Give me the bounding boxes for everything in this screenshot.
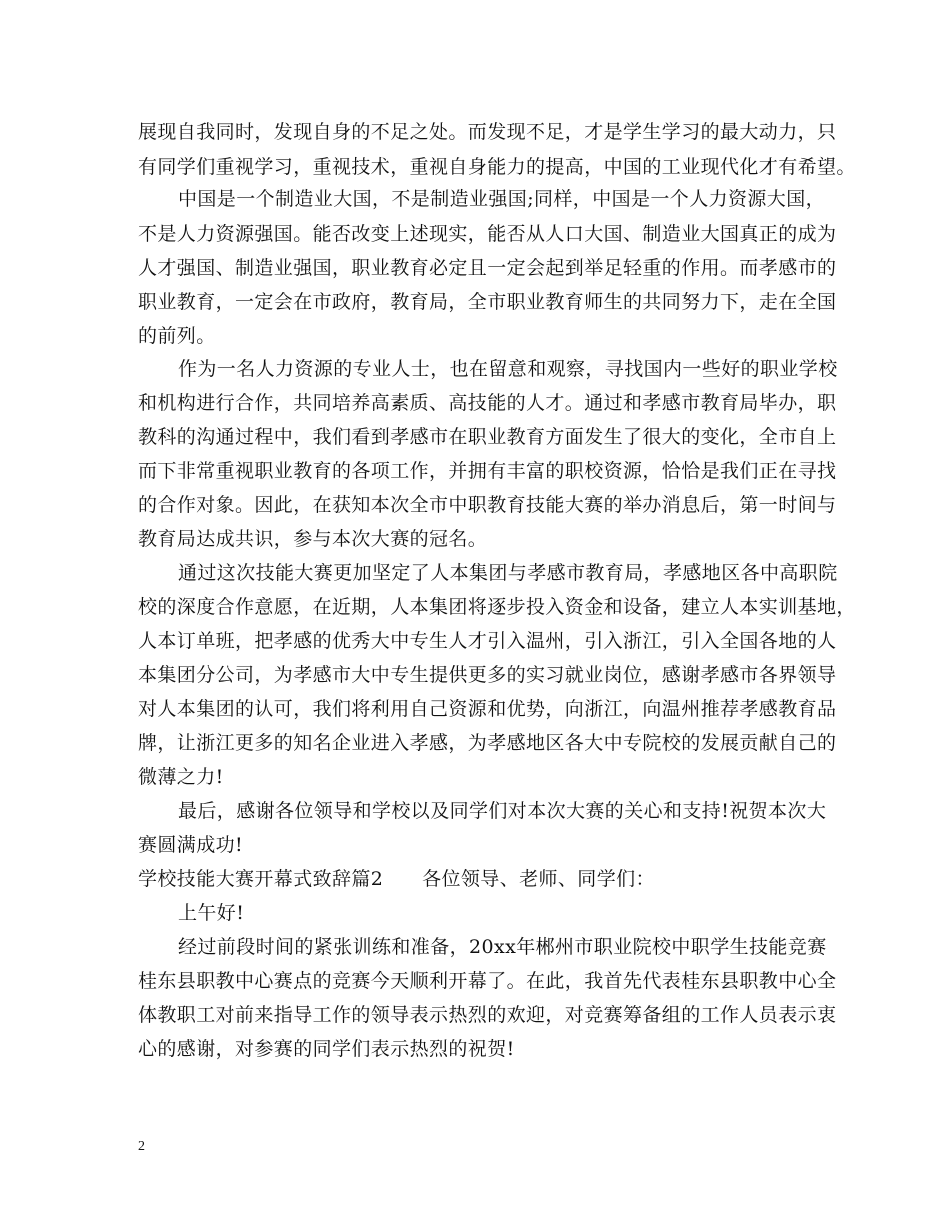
text-line: 有同学们重视学习，重视技术，重视自身能力的提高，中国的工业现代化才有希望。 [138,156,856,178]
section-heading: 学校技能大赛开幕式致辞篇2 各位领导、老师、同学们： [138,868,655,890]
text-line: 人本订单班，把孝感的优秀大中专生人才引入温州，引入浙江，引入全国各地的人 [138,630,837,652]
text-line: 职业教育，一定会在市政府，教育局，全市职业教育师生的共同努力下，走在全国 [138,291,837,313]
text-line: 牌，让浙江更多的知名企业进入孝感，为孝感地区各大中专院校的发展贡献自己的 [138,732,837,754]
text-line: 教育局达成共识，参与本次大赛的冠名。 [138,528,488,550]
text-line: 教科的沟通过程中，我们看到孝感市在职业教育方面发生了很大的变化，全市自上 [138,426,837,448]
text-line: 不是人力资源强国。能否改变上述现实，能否从人口大国、制造业大国真正的成为 [138,223,837,245]
text-line: 中国是一个制造业大国，不是制造业强国;同样，中国是一个人力资源大国， [178,188,826,210]
text-line: 经过前段时间的紧张训练和准备，20xx年郴州市职业院校中职学生技能竞赛 [178,936,827,958]
page-number: 2 [138,1139,145,1154]
text-line: 体教职工对前来指导工作的领导表示热烈的欢迎，对竞赛筹备组的工作人员表示衷 [138,1004,837,1026]
text-line: 赛圆满成功! [138,834,244,856]
text-line: 本集团分公司，为孝感市大中专生提供更多的实习就业岗位，感谢孝感市各界领导 [138,664,837,686]
text-line: 最后，感谢各位领导和学校以及同学们对本次大赛的关心和支持!祝贺本次大 [178,800,827,822]
text-line: 校的深度合作意愿，在近期，人本集团将逐步投入资金和设备，建立人本实训基地， [138,596,856,618]
text-line: 桂东县职教中心赛点的竞赛今天顺利开幕了。在此，我首先代表桂东县职教中心全 [138,970,837,992]
text-line: 作为一名人力资源的专业人士，也在留意和观察，寻找国内一些好的职业学校 [178,358,838,380]
text-line: 上午好! [178,902,245,924]
text-line: 通过这次技能大赛更加坚定了人本集团与孝感市教育局，孝感地区各中高职院 [178,562,838,584]
text-line: 对人本集团的认可，我们将利用自己资源和优势，向浙江，向温州推荐孝感教育品 [138,698,837,720]
text-line: 而下非常重视职业教育的各项工作，并拥有丰富的职校资源，恰恰是我们正在寻找 [138,460,837,482]
text-line: 展现自我同时，发现自身的不足之处。而发现不足，才是学生学习的最大动力，只 [138,121,837,143]
text-line: 的合作对象。因此，在获知本次全市中职教育技能大赛的举办消息后，第一时间与 [138,494,837,516]
text-line: 和机构进行合作，共同培养高素质、高技能的人才。通过和孝感市教育局毕办，职 [138,392,837,414]
text-line: 微薄之力! [138,766,224,788]
text-line: 人才强国、制造业强国，职业教育必定且一定会起到举足轻重的作用。而孝感市的 [138,257,837,279]
text-line: 的前列。 [138,325,216,347]
text-line: 心的感谢，对参赛的同学们表示热烈的祝贺! [138,1038,515,1060]
